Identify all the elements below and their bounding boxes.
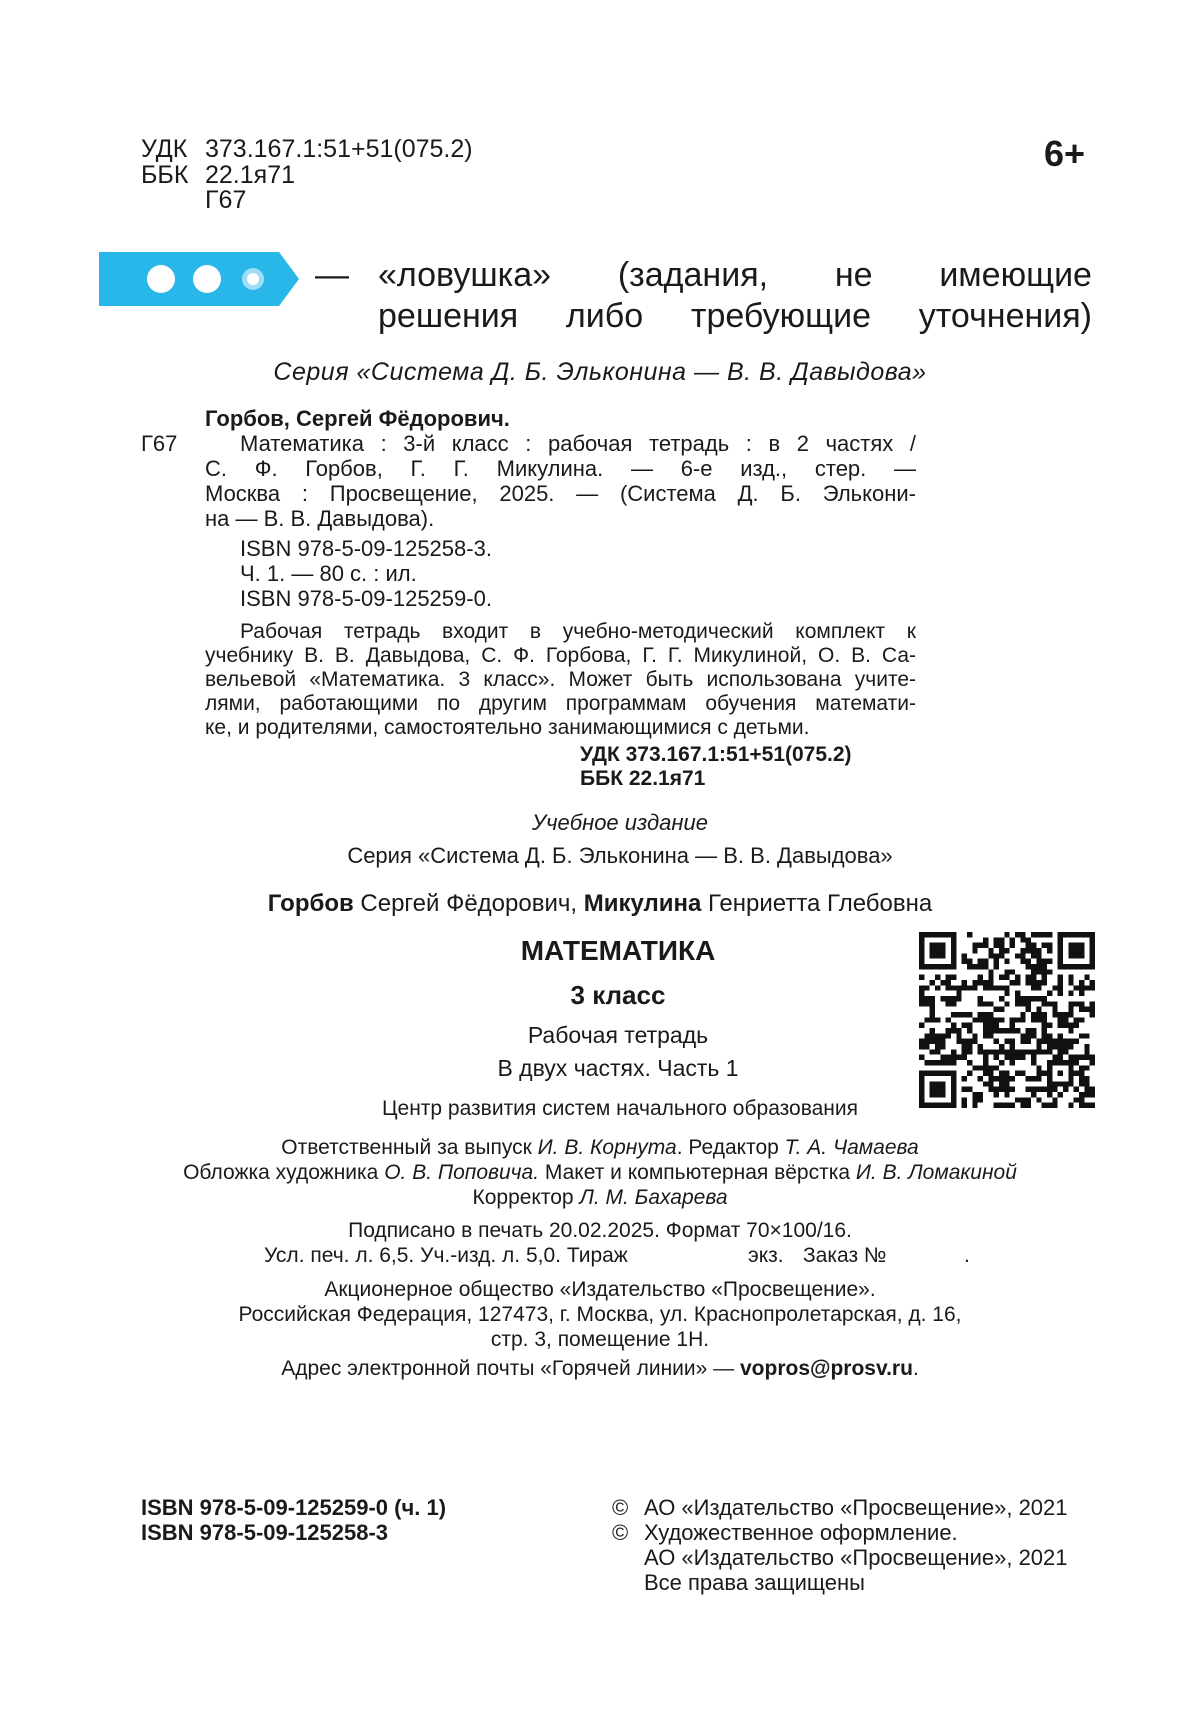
book-type: Рабочая тетрадь [527,1022,709,1048]
catalog-isbn-part: ISBN 978-5-09-125259-0. [240,586,492,611]
address-line-2: стр. 3, помещение 1Н. [490,1328,710,1351]
order-label: Заказ № [803,1244,887,1267]
author2-name: Генриетта Глебовна [701,890,933,917]
catalog-udk: УДК 373.167.1:51+51(075.2) [580,743,852,766]
layout-name: И. В. Ломакиной [855,1161,1017,1184]
catalog-mark: Г67 [141,431,178,456]
editor-name: Т. А. Чамаева [784,1136,919,1159]
address-line-1: Российская Федерация, 127473, г. Москва, ул. Краснопролетарская, д. 16, [238,1303,962,1326]
footer-isbn-2: ISBN 978-5-09-125258-3 [141,1520,389,1545]
trap-marker-icon [99,252,299,306]
legend-word: не [834,256,873,294]
udk-value: 373.167.1:51+51(075.2) [205,135,473,163]
signed-line: Подписано в печать 20.02.2025. Формат 70×100/16. [348,1219,852,1242]
authors-line [100,890,1100,918]
responsible-line: Ответственный за выпуск И. В. Корнута. Редактор Т. А. Чамаева [281,1136,919,1159]
annotation-line: учебнику В. В. Давыдова, С. Ф. Горбова, Г. Г. Микулиной, О. В. Са- [205,644,916,667]
series-italic: Серия «Система Д. Б. Эльконина — В. В. Давыдова» [273,358,927,386]
legend-dash: — [315,256,349,294]
corrector-line: Корректор Л. М. Бахарева [472,1186,728,1209]
author1-surname: Горбов [267,890,354,917]
copyright-symbol: © [612,1495,629,1520]
age-rating: 6+ [1044,133,1086,174]
rights: Все права защищены [644,1570,865,1595]
catalog-isbn-full: ISBN 978-5-09-125258-3. [240,536,492,561]
legend-word: «ловушка» [378,256,552,294]
catalog-desc-line: Математика : 3-й класс : рабочая тетрадь : в 2 частях / [240,431,916,456]
responsible-name: И. В. Корнута [537,1136,677,1159]
legend-word: (задания, [617,256,769,294]
bbk-value: 22.1я71 [205,161,296,189]
parts: В двух частях. Часть 1 [497,1055,739,1081]
subject-title: МАТЕМАТИКА [520,935,716,966]
udk-label: УДК [141,135,188,163]
hotline-line: Адрес электронной почты «Горячей линии» — vopros@prosv.ru. [281,1357,919,1380]
annotation-line: вельевой «Математика. 3 класс». Может быть использована учите- [205,668,916,691]
copyright-line-1: АО «Издательство «Просвещение», 2021 [644,1495,1068,1520]
catalog-desc-last: на — В. В. Давыдова). [205,506,435,531]
hotline-email[interactable]: vopros@prosv.ru [739,1357,913,1380]
author-mark: Г67 [205,186,247,214]
legend-word: имеющие [939,256,1092,294]
annotation-line: Рабочая тетрадь входит в учебно-методический комплект к [240,620,916,643]
legend-line-1 [378,255,1092,295]
center-name: Центр развития систем начального образования [381,1097,859,1120]
copyright-symbol: © [612,1520,629,1545]
edition-type: Учебное издание [532,810,708,835]
author1-name: Сергей Фёдорович, [353,890,584,917]
bbk-label: ББК [141,161,189,189]
copies-label: экз. [748,1244,784,1267]
grade: 3 класс [570,980,666,1010]
author2-surname: Микулина [583,890,702,917]
catalog-part: Ч. 1. — 80 с. : ил. [240,561,417,586]
print-sheets: Усл. печ. л. 6,5. Уч.-изд. л. 5,0. Тираж [264,1244,628,1267]
catalog-bbk: ББК 22.1я71 [580,767,706,790]
cover-name: О. В. Поповича. [384,1161,540,1184]
cover-line: Обложка художника О. В. Поповича. Макет и компьютерная вёрстка И. В. Ломакиной [183,1161,1017,1184]
legend-line-2: решения либо требующие уточнения) [378,297,1092,335]
annotation-last: ке, и родителями, самостоятельно занимающимися с детьми. [205,716,810,739]
publisher: Акционерное общество «Издательство «Просвещение». [324,1278,876,1301]
copyright-line-3: АО «Издательство «Просвещение», 2021 [644,1545,1068,1570]
order-end: . [964,1244,970,1267]
qr-code [919,932,1095,1108]
annotation-line: лями, работающими по другим программам обучения математи- [205,692,916,715]
catalog-desc-line: Москва : Просвещение, 2025. — (Система Д. Б. Элькони- [205,481,916,506]
catalog-author-heading: Горбов, Сергей Фёдорович. [205,406,510,431]
imprint-series: Серия «Система Д. Б. Эльконина — В. В. Давыдова» [347,843,893,868]
catalog-desc-line: С. Ф. Горбов, Г. Г. Микулина. — 6-е изд., стер. — [205,456,916,481]
footer-isbn-1: ISBN 978-5-09-125259-0 (ч. 1) [141,1495,447,1520]
corrector-name: Л. М. Бахарева [579,1186,728,1209]
copyright-line-2: Художественное оформление. [644,1520,958,1545]
